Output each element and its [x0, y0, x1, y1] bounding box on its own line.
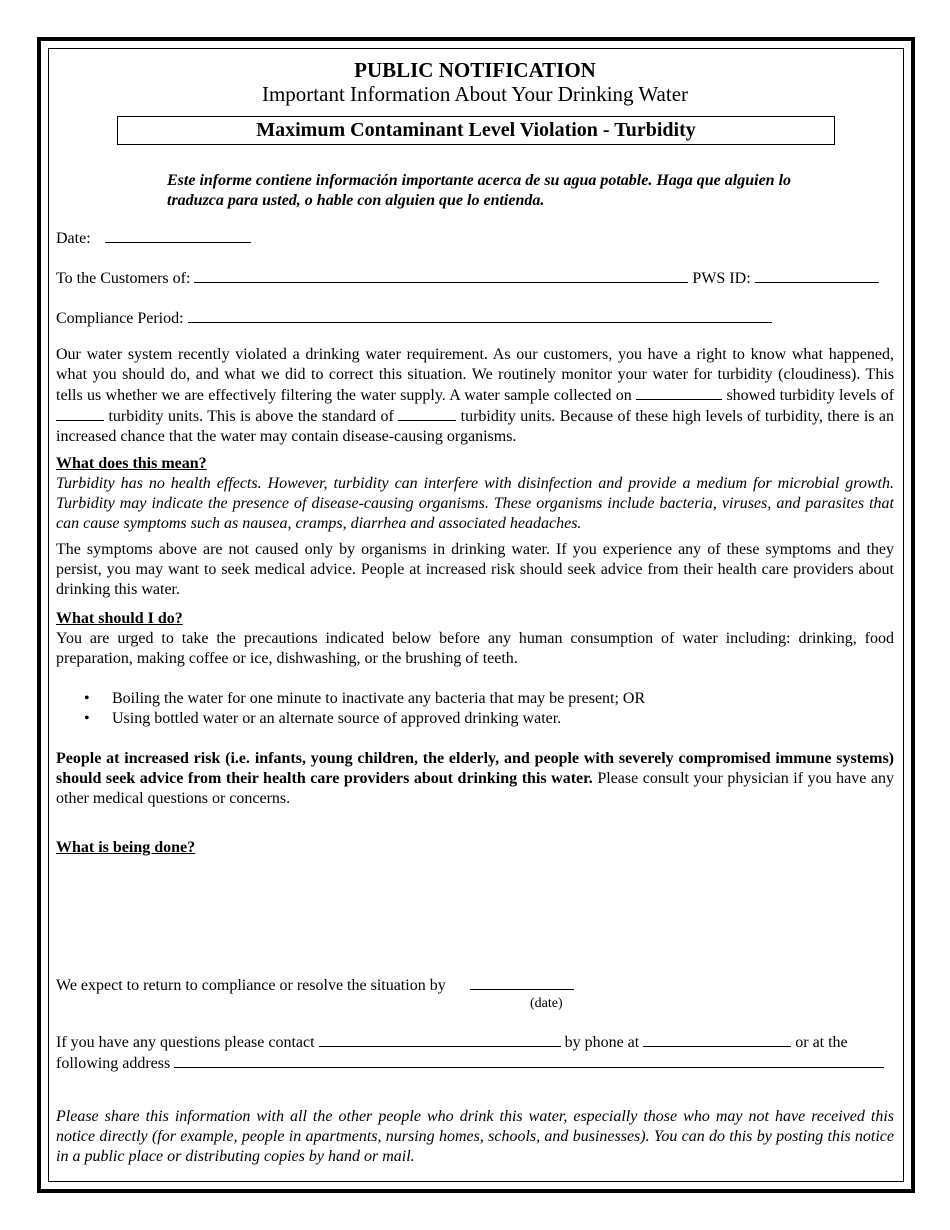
contact-name-field[interactable]: [319, 1032, 561, 1047]
precaution-list: [56, 689, 894, 729]
sample-date-field[interactable]: [636, 385, 722, 400]
contact-paragraph: [56, 1032, 894, 1074]
customers-row: [56, 268, 894, 289]
contact-text-4: following address: [56, 1055, 171, 1072]
spanish-notice: Este informe contiene información importante acerca de su agua potable. Haga que alguien lo traduzca para usted, o hable con alguien que lo entienda.: [167, 172, 792, 209]
bullet-icon: •: [84, 690, 90, 707]
address-field[interactable]: [174, 1053, 884, 1068]
contact-text-2: by phone at: [564, 1034, 640, 1051]
mean-section: [56, 454, 894, 534]
customers-field[interactable]: [194, 268, 688, 283]
symptoms-paragraph: The symptoms above are not caused only by organisms in drinking water. If you experience any of these symptoms and they persist, you may want to seek medical advice. People at increased risk should seek advice from their health care providers about drinking this water.: [56, 541, 894, 598]
contact-line-1: [56, 1032, 894, 1053]
contact-text-3: or at the: [795, 1034, 848, 1051]
date-field[interactable]: [105, 228, 251, 243]
date-caption: (date): [530, 996, 563, 1011]
intro-text-1: Our water system recently violated a drinking water requirement. As our customers, you have a right to know what happened, what you should do, and what we did to correct this situation. We routinely monitor your water for turbidity (cloudiness). This tells us whether we are effectively filtering the water supply. A water sample collected on: [56, 346, 894, 404]
intro-text-3: turbidity units. This is above the standard of: [108, 408, 394, 425]
compliance-row: [56, 308, 772, 329]
list-item: [56, 689, 894, 709]
bullet-icon: •: [84, 710, 90, 727]
phone-field[interactable]: [643, 1032, 791, 1047]
compliance-field[interactable]: [188, 308, 772, 323]
contact-text-1: If you have any questions please contact: [56, 1034, 315, 1051]
do-section: [56, 609, 894, 669]
return-text: We expect to return to compliance or resolve the situation by: [56, 977, 446, 994]
return-row: [56, 975, 574, 996]
violation-banner: Maximum Contaminant Level Violation - Turbidity: [117, 116, 835, 145]
bullet-text: Boiling the water for one minute to inactivate any bacteria that may be present; OR: [112, 690, 646, 707]
intro-paragraph: [56, 345, 894, 447]
intro-text-2: showed turbidity levels of: [726, 387, 895, 404]
intro-text-4: turbidity units. Because of these high levels of turbidity, there is an increased chance that the water may contain disease-causing organisms.: [56, 408, 895, 445]
standard-field[interactable]: [398, 406, 456, 421]
contact-line-2: [56, 1053, 894, 1074]
date-label: Date:: [56, 230, 91, 247]
pws-id-field[interactable]: [755, 268, 879, 283]
bullet-text: Using bottled water or an alternate source of approved drinking water.: [112, 710, 562, 727]
done-heading: What is being done?: [56, 839, 196, 856]
page-subtitle: Important Information About Your Drinking Water: [261, 82, 689, 106]
compliance-label: Compliance Period:: [56, 310, 184, 327]
do-heading: What should I do?: [56, 610, 183, 627]
pws-id-label: PWS ID:: [692, 270, 751, 287]
mean-italic-text: Turbidity has no health effects. However, turbidity can interfere with disinfection and provide a medium for microbial growth. Turbidity may indicate the presence of disease-causing organisms. These organisms include bacteria, viruses, and parasites that can cause symptoms such as nausea, cramps, diarrhea and associated headaches.: [56, 475, 894, 532]
risk-bold-text: People at increased risk (i.e. infants, young children, the elderly, and people with severely compromised immune systems) should seek advice from their health care providers about drinking this water.: [56, 750, 894, 787]
return-date-field[interactable]: [470, 975, 574, 990]
customers-label: To the Customers of:: [56, 270, 191, 287]
page-title: PUBLIC NOTIFICATION: [354, 58, 596, 82]
risk-paragraph: [56, 749, 894, 809]
list-item: [56, 709, 894, 729]
done-section: [56, 838, 894, 858]
risk-plain-text: Please consult your physician if you have any other medical questions or concerns.: [56, 770, 895, 807]
mean-heading: What does this mean?: [56, 455, 207, 472]
do-text: You are urged to take the precautions indicated below before any human consumption of water including: drinking, food preparation, making coffee or ice, dishwashing, or the brushing of teeth.: [56, 630, 894, 667]
closing-paragraph: Please share this information with all the other people who drink this water, especially those who may not have received this notice directly (for example, people in apartments, nursing homes, schools, and businesses). You can do this by posting this notice in a public place or distributing copies by hand or mail.: [56, 1108, 894, 1165]
date-row: [56, 228, 251, 249]
turbidity-level-field[interactable]: [56, 406, 104, 421]
